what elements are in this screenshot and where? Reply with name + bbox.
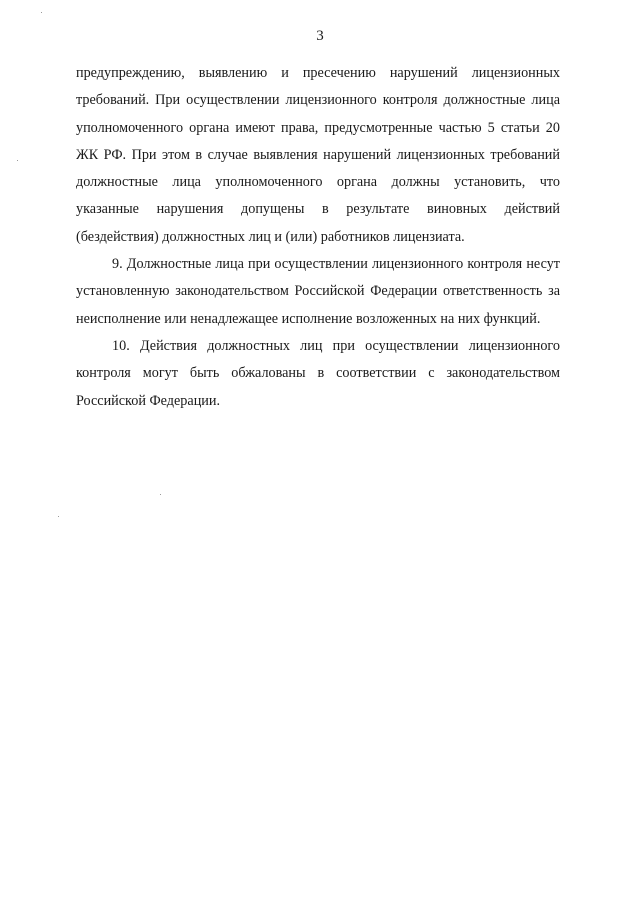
document-body xyxy=(76,60,560,415)
paragraph-item-9: 9. Должностные лица при осуществлении лицензионного контроля несут установленную законодательством Российской Федерации ответственность за неисполнение или ненадлежащее исполнение возложенных на них функций. xyxy=(76,256,560,327)
paragraph-continuation: предупреждению, выявлению и пресечению нарушений лицензионных требований. При осуществлении лицензионного контроля должностные лица уполномоченного органа имеют права, предусмотренные частью 5 статьи 20 ЖК РФ. При этом в случае выявления нарушений лицензионных требований должностные лица уполномоченного органа должны установить, что указанные нарушения допущены в результате виновных действий (бездействия) должностных лиц и (или) работников лицензиата. xyxy=(76,65,560,245)
scan-speck xyxy=(58,516,59,517)
page-number: 3 xyxy=(316,28,324,44)
scan-speck xyxy=(160,494,161,495)
scan-speck xyxy=(41,12,42,13)
scan-speck xyxy=(17,160,18,161)
paragraph-item-10: 10. Действия должностных лиц при осуществлении лицензионного контроля могут быть обжалованы в соответствии с законодательством Российской Федерации. xyxy=(76,337,560,409)
